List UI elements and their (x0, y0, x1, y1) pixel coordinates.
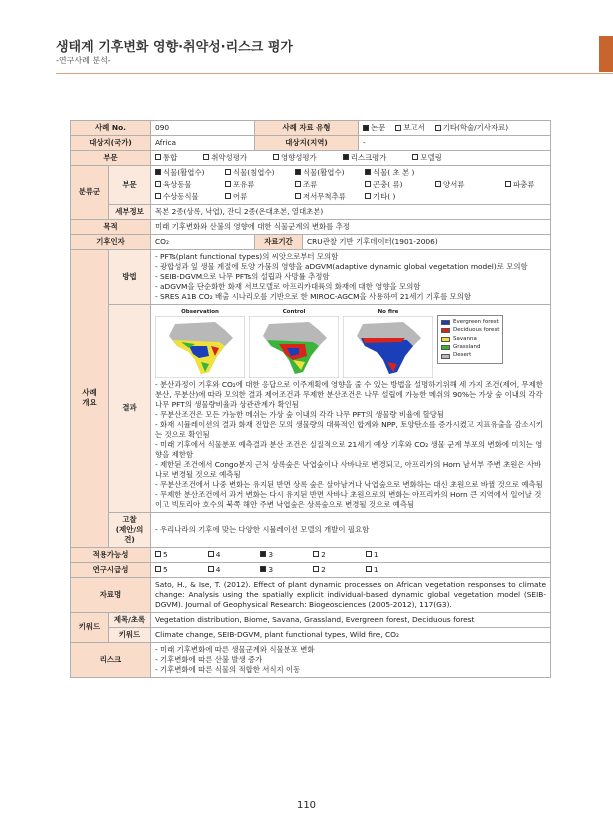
risk-label: 리스크 (71, 642, 151, 677)
option-label: 리스크평가 (350, 152, 387, 162)
option-item (208, 550, 221, 560)
option-label: 곤충( 류) (373, 179, 403, 189)
method-label: 방법 (109, 249, 151, 304)
unchecked-box-icon (366, 551, 372, 557)
row-consider (71, 513, 551, 548)
option-item (435, 123, 508, 133)
reference-label: 자료명 (71, 577, 151, 612)
detail-label: 세부정보 (109, 204, 151, 219)
legend-entry (441, 344, 499, 351)
option-label: 논문 (371, 123, 386, 132)
unchecked-box-icon (295, 181, 301, 187)
checked-box-icon (365, 169, 371, 175)
list-item: - 광합성과 잎 생물 계절에 토양 가뭄의 영향을 aDGVM(adaptive dynamic global vegetation model)로 모의함 (155, 261, 528, 271)
country-value: Africa (151, 135, 255, 150)
option-item (155, 153, 177, 163)
checked-box-icon (260, 566, 266, 572)
unchecked-box-icon (155, 566, 161, 572)
region-value: - (359, 135, 551, 150)
unchecked-box-icon (366, 566, 372, 572)
option-label: 5 (163, 549, 168, 559)
option-item (155, 565, 168, 575)
option-label: 4 (215, 564, 221, 574)
list-item: - SRES A1B CO₂ 배출 시나리오를 기반으로 한 MIROC-AGCM을 사용하여 21세기 기후를 모의함 (155, 291, 472, 301)
list-item: - aDGVM을 단순화한 화재 서브모델로 아프리카대륙의 화재에 대한 영향을 모의함 (155, 281, 421, 291)
option-item (260, 550, 273, 560)
legend-entry (441, 336, 499, 343)
list-item: - 분산과정이 기후와 CO₂에 대한 응답으로 이주계획에 영향을 줄 수 있는 방법을 설명하기위해 세 가지 조건(제어, 무제한 분산, 무분산)에 따라 모의한 결과 제어조건과 무제한 분산조건은 나무 설립에 가능한 메쉬의 90%는 가상 숲 이내의 각각 나무 PFT의 생물량비율과 상관관계가 확인됨 (155, 380, 543, 410)
data-type-label: 사례 자료 유형 (255, 121, 359, 136)
option-label: 1 (373, 564, 379, 574)
africa-map-no-fire (343, 316, 433, 378)
keyword-title-label: 제목/초록 (109, 612, 151, 627)
checked-box-icon (295, 169, 301, 175)
option-label: 수상동식물 (163, 191, 199, 201)
list-item: - 무분산조건에서 나중 변화는 유지된 반면 상록 숲은 살아남거나 낙엽숲으로 변화하는 대신 초원으로 바뀔 것으로 예측됨 (155, 480, 543, 490)
reference-value: Sato, H., & Ise, T. (2012). Effect of plant dynamic processes on African vegetation responses to climate change: Analysis using the spatially explicit individual-based dynamic global vegetation model (SEIB-DGVM). Journal of Geophysical Research: Biogeosciences (2005-2012), 117(G3). (151, 577, 551, 612)
case-table (70, 120, 551, 678)
legend-label: Evergreen forest (453, 318, 499, 325)
option-item (395, 123, 424, 133)
option-label: 기타( ) (373, 191, 396, 201)
option-item (225, 168, 291, 178)
option-item (155, 180, 221, 190)
option-label: 취약성평가 (211, 152, 247, 162)
unchecked-box-icon (395, 125, 401, 131)
classification-label: 분류군 (71, 165, 109, 219)
result-figure (155, 307, 546, 380)
applicability-label: 적용가능성 (71, 547, 151, 562)
option-label: 모델링 (420, 152, 442, 162)
checked-box-icon (155, 169, 161, 175)
unchecked-box-icon (365, 193, 371, 199)
option-item (365, 168, 431, 178)
keyword-label: 키워드 (71, 612, 109, 642)
country-label: 대상지(국가) (71, 135, 151, 150)
data-period-value: CRU관찰 기반 기후데이터(1901-2006) (303, 234, 551, 249)
row-detail (71, 204, 551, 219)
option-item (365, 192, 431, 202)
option-item (435, 192, 501, 202)
purpose-label: 목적 (71, 219, 151, 234)
sector-options (151, 150, 551, 165)
region-label: 대상지(지역) (255, 135, 359, 150)
option-label: 식물(활엽수) (163, 167, 205, 177)
case-no-label: 사례 No. (71, 121, 151, 136)
result-cell (151, 304, 551, 512)
map-title: Control (282, 308, 306, 315)
option-label: 보고서 (403, 123, 425, 132)
unchecked-box-icon (155, 154, 161, 160)
map-observation (155, 309, 245, 378)
unchecked-box-icon (273, 154, 279, 160)
list-item: - 기후변화에 따른 산불 발생 증가 (155, 654, 263, 664)
map-title: No fire (377, 308, 399, 315)
option-item (208, 565, 221, 575)
list-item: - PFTs(plant functional types)의 씨앗으로부터 모의함 (155, 251, 339, 261)
class-sector-label: 부문 (109, 165, 151, 204)
map-no-fire (343, 309, 433, 378)
option-item (412, 153, 441, 163)
purpose-value: 미래 기후변화와 산불의 영향에 대한 식물군계의 변화를 추정 (151, 219, 551, 234)
legend-swatch (441, 337, 450, 342)
option-item (366, 565, 379, 575)
list-item: - 무제한 분산조건에서 과거 변화는 다시 유지된 반면 사바나 초원으로의 변화는 아프리카의 Horn 큰 지역에서 일어날 것이고 빅토리아 호수의 북쪽 해안 주변 낙엽숲은 상록숲으로 변경될 것으로 예측됨 (155, 490, 542, 510)
urgency-label: 연구시급성 (71, 562, 151, 577)
option-item (366, 550, 379, 560)
option-item (295, 180, 361, 190)
list-item: - SEIB-DGVM으로 나무 PFTs의 설립과 사망률 추정함 (155, 271, 330, 281)
list-item: - 미래 기후에서 식물분포 예측결과 분산 조건은 실질적으로 21세기 예상 기후와 CO₂ 생물 군계 부포의 변화에 미치는 영향을 제한함 (155, 440, 543, 460)
row-purpose (71, 219, 551, 234)
option-item (343, 153, 387, 163)
result-list (155, 380, 546, 510)
unchecked-box-icon (155, 193, 161, 199)
option-label: 2 (321, 564, 326, 574)
option-label: 어류 (233, 191, 248, 201)
option-item (435, 180, 501, 190)
keyword-title-value: Vegetation distribution, Biome, Savana, Grassland, Evergreen forest, Deciduous forest (151, 612, 551, 627)
row-country (71, 135, 551, 150)
option-item (505, 180, 541, 190)
option-label: 5 (163, 564, 168, 574)
option-label: 육상동물 (163, 179, 192, 189)
option-item (225, 192, 291, 202)
option-item (505, 192, 541, 202)
unchecked-box-icon (203, 154, 209, 160)
list-item: - 미래 기후변화에 따른 생물군계와 식물분포 변화 (155, 644, 315, 654)
row-reference (71, 577, 551, 612)
header-tab (599, 36, 613, 72)
list-item: - 기후변화에 따른 식물의 적합한 서식지 이동 (155, 664, 301, 674)
option-item (260, 565, 273, 575)
applicability-options (151, 547, 551, 562)
unchecked-box-icon (225, 181, 231, 187)
row-keyword-title (71, 612, 551, 627)
option-label: 4 (215, 549, 221, 559)
option-item (435, 168, 501, 178)
consider-value: - 우리나라의 기후에 맞는 다양한 시뮬레이션 모델의 개발이 필요함 (151, 513, 551, 548)
risk-list (151, 642, 551, 677)
africa-map-control (249, 316, 339, 378)
unchecked-box-icon (412, 154, 418, 160)
option-item (295, 168, 361, 178)
legend-label: Desert (453, 352, 472, 359)
legend-swatch (441, 328, 450, 333)
legend-swatch (441, 354, 450, 359)
row-keyword-kw (71, 627, 551, 642)
map-legend (437, 315, 503, 364)
option-label: 포유류 (233, 179, 255, 189)
option-label: 양서류 (443, 179, 465, 189)
row-urgency (71, 562, 551, 577)
page-number: 110 (296, 800, 317, 811)
unchecked-box-icon (435, 181, 441, 187)
checked-box-icon (343, 154, 349, 160)
sector-label: 부문 (71, 150, 151, 165)
list-item: - 제한된 조건에서 Congo분지 근처 상록숲은 낙엽숲이나 사바나로 변경되고, 아프리카의 Horn 남서부 주변 초원은 사바나로 변경될 것으로 예측됨 (155, 460, 542, 480)
option-label: 파충류 (513, 179, 535, 189)
header-subtitle: -연구사례 분석- (56, 56, 111, 65)
unchecked-box-icon (313, 566, 319, 572)
class-options (151, 165, 551, 204)
legend-label: Savanna (453, 335, 477, 342)
unchecked-box-icon (155, 181, 161, 187)
legend-entry (441, 352, 499, 359)
row-applicability (71, 547, 551, 562)
unchecked-box-icon (225, 193, 231, 199)
option-item (203, 153, 247, 163)
option-item (225, 180, 291, 190)
unchecked-box-icon (313, 551, 319, 557)
option-item (313, 550, 326, 560)
option-label: 3 (268, 549, 274, 559)
result-label: 결과 (109, 304, 151, 512)
option-label: 3 (268, 564, 274, 574)
row-case-no (71, 121, 551, 136)
unchecked-box-icon (365, 181, 371, 187)
option-item (155, 192, 221, 202)
row-sector (71, 150, 551, 165)
overview-label: 사례 개요 (71, 249, 109, 547)
unchecked-box-icon (435, 125, 441, 131)
unchecked-box-icon (505, 181, 511, 187)
legend-swatch (441, 320, 450, 325)
option-label: 통합 (163, 152, 178, 162)
option-item (155, 168, 221, 178)
method-list (151, 249, 551, 304)
option-item (273, 153, 317, 163)
unchecked-box-icon (155, 551, 161, 557)
urgency-options (151, 562, 551, 577)
option-label: 식물(활엽수) (303, 167, 345, 177)
header-rule (56, 73, 613, 74)
legend-swatch (441, 345, 450, 350)
row-result (71, 304, 551, 512)
option-item (505, 168, 541, 178)
option-label: 식물( 초 본 ) (373, 167, 415, 177)
header-title: 생태계 기후변화 영향·취약성·리스크 평가 (56, 40, 293, 55)
list-item: - 화재 시뮬레이션의 결과 화재 진압은 모의 생물량의 대륙적인 합계와 NPP, 토양탄소를 증가시켰고 지표유출을 감소시키는 것으로 확인됨 (155, 420, 543, 440)
row-climate (71, 234, 551, 249)
africa-map-observation (155, 316, 245, 378)
option-label: 저서무척추류 (303, 191, 346, 201)
option-label: 영향성평가 (280, 152, 317, 162)
option-item (313, 565, 326, 575)
map-control (249, 309, 339, 378)
option-item (295, 192, 361, 202)
checked-box-icon (363, 125, 369, 131)
climate-factor-value: CO₂ (151, 234, 255, 249)
option-label: 조류 (303, 179, 318, 189)
map-title: Observation (181, 308, 219, 315)
row-classification (71, 165, 551, 204)
consider-label: 고찰 (제안/의견) (109, 513, 151, 548)
option-label: 2 (321, 549, 326, 559)
option-label: 기타(학술/기사자료) (442, 123, 509, 132)
option-item (365, 180, 431, 190)
unchecked-box-icon (208, 551, 214, 557)
checked-box-icon (260, 551, 266, 557)
list-item: - 무분산조건은 모든 가능한 메쉬는 가상 숲 이내의 각각 나무 PFT의 생물량 비율에 할당됨 (155, 410, 445, 420)
option-label: 식물(침엽수) (233, 167, 275, 177)
data-period-label: 자료기간 (255, 234, 303, 249)
keyword-kw-value: Climate change, SEIB-DGVM, plant functional types, Wild fire, CO₂ (151, 627, 551, 642)
unchecked-box-icon (225, 169, 231, 175)
keyword-kw-label: 키워드 (109, 627, 151, 642)
row-method (71, 249, 551, 304)
legend-label: Deciduous forest (453, 327, 500, 334)
option-label: 1 (373, 549, 379, 559)
data-type-options (359, 121, 551, 136)
row-risk (71, 642, 551, 677)
climate-factor-label: 기후인자 (71, 234, 151, 249)
case-no-value: 090 (151, 121, 255, 136)
legend-entry (441, 327, 499, 334)
unchecked-box-icon (295, 193, 301, 199)
unchecked-box-icon (208, 566, 214, 572)
legend-entry (441, 319, 499, 326)
option-item (155, 550, 168, 560)
option-item (363, 123, 385, 133)
legend-label: Grassland (453, 344, 481, 351)
detail-value: 목본 2종(상록, 낙엽), 잔디 2종(온대초본, 열대초본) (151, 204, 551, 219)
